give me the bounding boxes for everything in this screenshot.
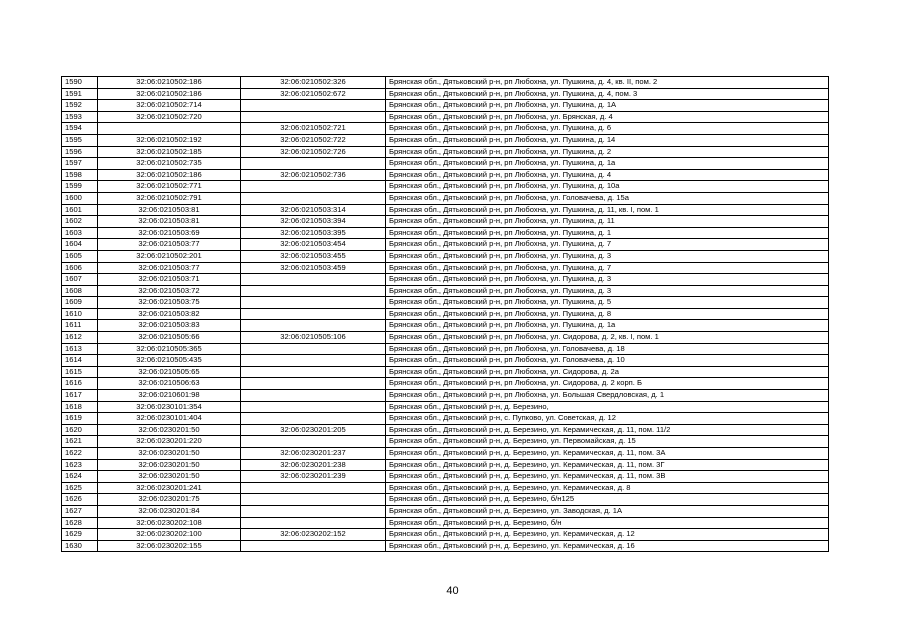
table-row [62, 401, 829, 413]
table-row [62, 204, 829, 216]
cadastral-number-cell: 32:06:0210503:77 [98, 262, 241, 274]
address-cell: Брянская обл., Дятьковский р-н, д. Березино, б/н125 [386, 494, 829, 506]
address-cell: Брянская обл., Дятьковский р-н, рп Любохна, ул. Пушкина, д. 14 [386, 134, 829, 146]
row-number-cell: 1594 [62, 123, 98, 135]
cadastral-number-cell: 32:06:0230201:50 [98, 448, 241, 460]
cadastral-number-cell: 32:06:0210503:69 [98, 227, 241, 239]
row-number-cell: 1610 [62, 308, 98, 320]
cadastral-number-cell: 32:06:0210502:720 [98, 111, 241, 123]
related-cadastral-number-cell: 32:06:0210503:314 [241, 204, 386, 216]
address-cell: Брянская обл., Дятьковский р-н, рп Любохна, ул. Пушкина, д. 11 [386, 216, 829, 228]
table-row [62, 285, 829, 297]
row-number-cell: 1605 [62, 250, 98, 262]
address-cell: Брянская обл., Дятьковский р-н, д. Березино, ул. Керамическая, д. 11, пом. 3Г [386, 459, 829, 471]
table-row [62, 88, 829, 100]
address-cell: Брянская обл., Дятьковский р-н, рп Любохна, ул. Пушкина, д. 1а [386, 158, 829, 170]
related-cadastral-number-cell: 32:06:0210503:459 [241, 262, 386, 274]
table-row [62, 517, 829, 529]
address-cell: Брянская обл., Дятьковский р-н, рп Любохна, ул. Сидорова, д. 2, кв. I, пом. 1 [386, 332, 829, 344]
row-number-cell: 1608 [62, 285, 98, 297]
related-cadastral-number-cell: 32:06:0230201:238 [241, 459, 386, 471]
cadastral-number-cell: 32:06:0210502:185 [98, 146, 241, 158]
table-row [62, 436, 829, 448]
cadastral-number-cell: 32:06:0230201:241 [98, 482, 241, 494]
cadastral-number-cell: 32:06:0210502:192 [98, 134, 241, 146]
cadastral-number-cell: 32:06:0210502:186 [98, 88, 241, 100]
cadastral-number-cell: 32:06:0230201:50 [98, 471, 241, 483]
table-row [62, 181, 829, 193]
row-number-cell: 1591 [62, 88, 98, 100]
address-cell: Брянская обл., Дятьковский р-н, рп Любохна, ул. Пушкина, д. 4, пом. 3 [386, 88, 829, 100]
table-row [62, 77, 829, 89]
table-row [62, 448, 829, 460]
cadastral-number-cell: 32:06:0210505:65 [98, 366, 241, 378]
related-cadastral-number-cell: 32:06:0230201:205 [241, 424, 386, 436]
address-cell: Брянская обл., Дятьковский р-н, д. Березино, ул. Керамическая, д. 11, пом. 3А [386, 448, 829, 460]
related-cadastral-number-cell: 32:06:0210502:722 [241, 134, 386, 146]
address-cell: Брянская обл., Дятьковский р-н, д. Березино, ул. Первомайская, д. 15 [386, 436, 829, 448]
table-row [62, 366, 829, 378]
cadastral-number-cell: 32:06:0210505:435 [98, 355, 241, 367]
row-number-cell: 1596 [62, 146, 98, 158]
table-row [62, 169, 829, 181]
row-number-cell: 1601 [62, 204, 98, 216]
related-cadastral-number-cell: 32:06:0210502:721 [241, 123, 386, 135]
cadastral-number-cell: 32:06:0210503:83 [98, 320, 241, 332]
address-cell: Брянская обл., Дятьковский р-н, д. Березино, б/н [386, 517, 829, 529]
row-number-cell: 1598 [62, 169, 98, 181]
address-cell: Брянская обл., Дятьковский р-н, рп Любохна, ул. Пушкина, д. 11, кв. I, пом. 1 [386, 204, 829, 216]
related-cadastral-number-cell [241, 436, 386, 448]
address-cell: Брянская обл., Дятьковский р-н, рп Любохна, ул. Пушкина, д. 5 [386, 297, 829, 309]
table-row [62, 100, 829, 112]
address-cell: Брянская обл., Дятьковский р-н, д. Березино, ул. Керамическая, д. 11, пом. 11/2 [386, 424, 829, 436]
address-cell: Брянская обл., Дятьковский р-н, рп Любохна, ул. Сидорова, д. 2а [386, 366, 829, 378]
cadastral-number-cell: 32:06:0210502:186 [98, 77, 241, 89]
related-cadastral-number-cell [241, 297, 386, 309]
related-cadastral-number-cell [241, 111, 386, 123]
address-cell: Брянская обл., Дятьковский р-н, д. Березино, ул. Заводская, д. 1А [386, 505, 829, 517]
address-cell: Брянская обл., Дятьковский р-н, рп Любохна, ул. Пушкина, д. 3 [386, 285, 829, 297]
table-row [62, 505, 829, 517]
cadastral-number-cell: 32:06:0210503:77 [98, 239, 241, 251]
address-cell: Брянская обл., Дятьковский р-н, рп Любохна, ул. Пушкина, д. 1А [386, 100, 829, 112]
address-cell: Брянская обл., Дятьковский р-н, рп Любохна, ул. Пушкина, д. 6 [386, 123, 829, 135]
address-cell: Брянская обл., Дятьковский р-н, рп Любохна, ул. Пушкина, д. 1 [386, 227, 829, 239]
related-cadastral-number-cell: 32:06:0210505:106 [241, 332, 386, 344]
table-row [62, 332, 829, 344]
address-cell: Брянская обл., Дятьковский р-н, д. Березино, ул. Керамическая, д. 8 [386, 482, 829, 494]
row-number-cell: 1614 [62, 355, 98, 367]
row-number-cell: 1600 [62, 192, 98, 204]
address-cell: Брянская обл., Дятьковский р-н, рп Любохна, ул. Пушкина, д. 3 [386, 274, 829, 286]
address-cell: Брянская обл., Дятьковский р-н, рп Любохна, ул. Пушкина, д. 4 [386, 169, 829, 181]
table-row [62, 390, 829, 402]
address-cell: Брянская обл., Дятьковский р-н, д. Березино, ул. Керамическая, д. 16 [386, 540, 829, 552]
related-cadastral-number-cell [241, 100, 386, 112]
table-row [62, 529, 829, 541]
address-cell: Брянская обл., Дятьковский р-н, рп Любохна, ул. Пушкина, д. 8 [386, 308, 829, 320]
row-number-cell: 1615 [62, 366, 98, 378]
row-number-cell: 1625 [62, 482, 98, 494]
page-number: 40 [446, 585, 459, 597]
related-cadastral-number-cell [241, 343, 386, 355]
row-number-cell: 1602 [62, 216, 98, 228]
row-number-cell: 1603 [62, 227, 98, 239]
cadastral-number-cell: 32:06:0210505:66 [98, 332, 241, 344]
table-row [62, 216, 829, 228]
row-number-cell: 1629 [62, 529, 98, 541]
row-number-cell: 1595 [62, 134, 98, 146]
row-number-cell: 1627 [62, 505, 98, 517]
address-cell: Брянская обл., Дятьковский р-н, рп Любохна, ул. Головачева, д. 15а [386, 192, 829, 204]
cadastral-number-cell: 32:06:0230201:84 [98, 505, 241, 517]
address-cell: Брянская обл., Дятьковский р-н, рп Любохна, ул. Пушкина, д. 2 [386, 146, 829, 158]
address-cell: Брянская обл., Дятьковский р-н, рп Любохна, ул. Брянская, д. 4 [386, 111, 829, 123]
row-number-cell: 1606 [62, 262, 98, 274]
table-row [62, 308, 829, 320]
related-cadastral-number-cell [241, 181, 386, 193]
related-cadastral-number-cell [241, 505, 386, 517]
row-number-cell: 1619 [62, 413, 98, 425]
row-number-cell: 1590 [62, 77, 98, 89]
cadastral-number-cell: 32:06:0230201:220 [98, 436, 241, 448]
cadastral-number-cell: 32:06:0210503:82 [98, 308, 241, 320]
row-number-cell: 1612 [62, 332, 98, 344]
row-number-cell: 1621 [62, 436, 98, 448]
row-number-cell: 1622 [62, 448, 98, 460]
table-row [62, 192, 829, 204]
address-cell: Брянская обл., Дятьковский р-н, рп Любохна, ул. Пушкина, д. 7 [386, 262, 829, 274]
table-row [62, 111, 829, 123]
table-row [62, 158, 829, 170]
table-row [62, 471, 829, 483]
row-number-cell: 1624 [62, 471, 98, 483]
related-cadastral-number-cell: 32:06:0230201:237 [241, 448, 386, 460]
row-number-cell: 1592 [62, 100, 98, 112]
row-number-cell: 1593 [62, 111, 98, 123]
address-cell: Брянская обл., Дятьковский р-н, рп Любохна, ул. Пушкина, д. 4, кв. II, пом. 2 [386, 77, 829, 89]
address-cell: Брянская обл., Дятьковский р-н, рп Любохна, ул. Пушкина, д. 7 [386, 239, 829, 251]
table-row [62, 459, 829, 471]
table-row [62, 262, 829, 274]
property-table [61, 76, 829, 552]
table-row [62, 134, 829, 146]
table-row [62, 239, 829, 251]
row-number-cell: 1626 [62, 494, 98, 506]
cadastral-number-cell: 32:06:0210502:201 [98, 250, 241, 262]
address-cell: Брянская обл., Дятьковский р-н, д. Березино, ул. Керамическая, д. 11, пом. 3В [386, 471, 829, 483]
address-cell: Брянская обл., Дятьковский р-н, рп Любохна, ул. Пушкина, д. 3 [386, 250, 829, 262]
cadastral-number-cell: 32:06:0230101:354 [98, 401, 241, 413]
cadastral-number-cell: 32:06:0210502:714 [98, 100, 241, 112]
related-cadastral-number-cell [241, 158, 386, 170]
row-number-cell: 1617 [62, 390, 98, 402]
related-cadastral-number-cell [241, 366, 386, 378]
cadastral-number-cell: 32:06:0210506:63 [98, 378, 241, 390]
related-cadastral-number-cell [241, 378, 386, 390]
address-cell: Брянская обл., Дятьковский р-н, д. Березино, [386, 401, 829, 413]
related-cadastral-number-cell: 32:06:0210503:455 [241, 250, 386, 262]
row-number-cell: 1599 [62, 181, 98, 193]
cadastral-number-cell: 32:06:0230202:100 [98, 529, 241, 541]
address-cell: Брянская обл., Дятьковский р-н, рп Любохна, ул. Пушкина, д. 10а [386, 181, 829, 193]
related-cadastral-number-cell [241, 390, 386, 402]
cadastral-number-cell: 32:06:0230202:155 [98, 540, 241, 552]
row-number-cell: 1613 [62, 343, 98, 355]
row-number-cell: 1628 [62, 517, 98, 529]
related-cadastral-number-cell [241, 308, 386, 320]
table-row [62, 343, 829, 355]
table-row [62, 540, 829, 552]
cadastral-number-cell [98, 123, 241, 135]
table-row [62, 297, 829, 309]
table-row [62, 413, 829, 425]
cadastral-number-cell: 32:06:0210502:186 [98, 169, 241, 181]
table-row [62, 482, 829, 494]
related-cadastral-number-cell: 32:06:0230202:152 [241, 529, 386, 541]
related-cadastral-number-cell: 32:06:0210503:395 [241, 227, 386, 239]
row-number-cell: 1611 [62, 320, 98, 332]
table-row [62, 320, 829, 332]
row-number-cell: 1607 [62, 274, 98, 286]
table-row [62, 424, 829, 436]
cadastral-number-cell: 32:06:0230201:50 [98, 424, 241, 436]
related-cadastral-number-cell: 32:06:0210503:394 [241, 216, 386, 228]
row-number-cell: 1623 [62, 459, 98, 471]
related-cadastral-number-cell [241, 355, 386, 367]
related-cadastral-number-cell [241, 413, 386, 425]
table-row [62, 355, 829, 367]
related-cadastral-number-cell: 32:06:0210502:736 [241, 169, 386, 181]
related-cadastral-number-cell: 32:06:0230201:239 [241, 471, 386, 483]
address-cell: Брянская обл., Дятьковский р-н, с. Пупково, ул. Советская, д. 12 [386, 413, 829, 425]
table-row [62, 123, 829, 135]
cadastral-number-cell: 32:06:0210503:71 [98, 274, 241, 286]
related-cadastral-number-cell [241, 285, 386, 297]
cadastral-number-cell: 32:06:0210503:81 [98, 204, 241, 216]
row-number-cell: 1597 [62, 158, 98, 170]
cadastral-number-cell: 32:06:0210503:72 [98, 285, 241, 297]
related-cadastral-number-cell [241, 192, 386, 204]
address-cell: Брянская обл., Дятьковский р-н, рп Любохна, ул. Большая Свердловская, д. 1 [386, 390, 829, 402]
row-number-cell: 1609 [62, 297, 98, 309]
table-row [62, 494, 829, 506]
cadastral-number-cell: 32:06:0210503:75 [98, 297, 241, 309]
related-cadastral-number-cell [241, 540, 386, 552]
cadastral-number-cell: 32:06:0210505:365 [98, 343, 241, 355]
cadastral-number-cell: 32:06:0230201:75 [98, 494, 241, 506]
related-cadastral-number-cell: 32:06:0210502:672 [241, 88, 386, 100]
related-cadastral-number-cell: 32:06:0210502:726 [241, 146, 386, 158]
related-cadastral-number-cell [241, 517, 386, 529]
related-cadastral-number-cell [241, 274, 386, 286]
cadastral-number-cell: 32:06:0210601:98 [98, 390, 241, 402]
table-row [62, 250, 829, 262]
related-cadastral-number-cell [241, 482, 386, 494]
table-row [62, 378, 829, 390]
cadastral-number-cell: 32:06:0210503:81 [98, 216, 241, 228]
table-row [62, 227, 829, 239]
related-cadastral-number-cell [241, 494, 386, 506]
table-body [62, 77, 829, 552]
related-cadastral-number-cell: 32:06:0210502:326 [241, 77, 386, 89]
table-row [62, 146, 829, 158]
row-number-cell: 1630 [62, 540, 98, 552]
address-cell: Брянская обл., Дятьковский р-н, рп Любохна, ул. Головачева, д. 18 [386, 343, 829, 355]
cadastral-number-cell: 32:06:0210502:771 [98, 181, 241, 193]
cadastral-number-cell: 32:06:0210502:791 [98, 192, 241, 204]
address-cell: Брянская обл., Дятьковский р-н, рп Любохна, ул. Пушкина, д. 1а [386, 320, 829, 332]
row-number-cell: 1620 [62, 424, 98, 436]
address-cell: Брянская обл., Дятьковский р-н, рп Любохна, ул. Головачева, д. 10 [386, 355, 829, 367]
cadastral-number-cell: 32:06:0210502:735 [98, 158, 241, 170]
related-cadastral-number-cell [241, 320, 386, 332]
row-number-cell: 1618 [62, 401, 98, 413]
address-cell: Брянская обл., Дятьковский р-н, рп Любохна, ул. Сидорова, д. 2 корп. Б [386, 378, 829, 390]
related-cadastral-number-cell: 32:06:0210503:454 [241, 239, 386, 251]
row-number-cell: 1604 [62, 239, 98, 251]
cadastral-number-cell: 32:06:0230101:404 [98, 413, 241, 425]
row-number-cell: 1616 [62, 378, 98, 390]
table-row [62, 274, 829, 286]
cadastral-number-cell: 32:06:0230201:50 [98, 459, 241, 471]
address-cell: Брянская обл., Дятьковский р-н, д. Березино, ул. Керамическая, д. 12 [386, 529, 829, 541]
cadastral-number-cell: 32:06:0230202:108 [98, 517, 241, 529]
related-cadastral-number-cell [241, 401, 386, 413]
